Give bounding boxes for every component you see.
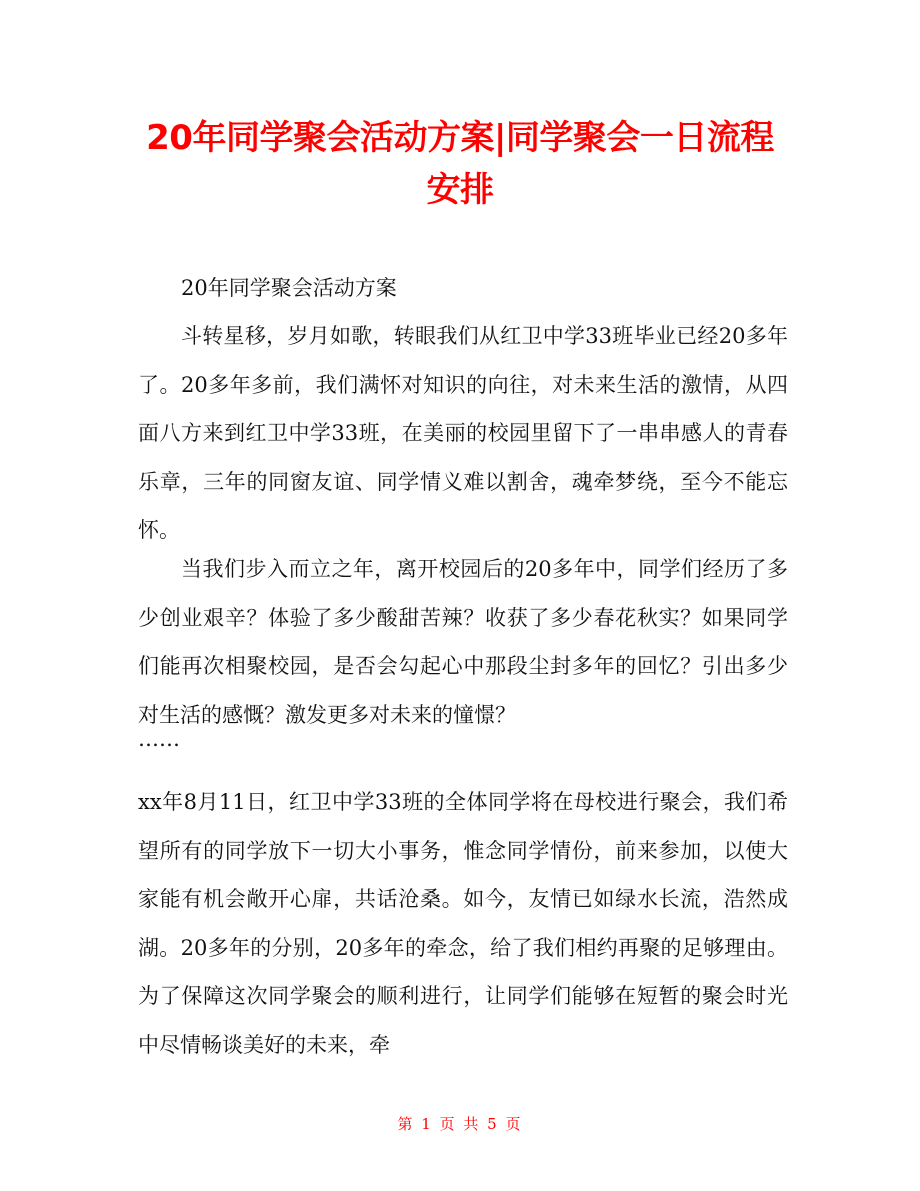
- paragraph-2: 当我们步入而立之年，离开校园后的20多年中，同学们经历了多少创业艰辛？体验了多少酸甜苦辣？收获了多少春花秋实？如果同学们能再次相聚校园，是否会勾起心中那段尘封多年的回忆？引出多少对生活的感慨？激发更多对未来的憧憬？: [138, 557, 788, 727]
- ellipsis: ……: [138, 727, 180, 751]
- document-title: 20年同学聚会活动方案|同学聚会一日流程安排: [146, 118, 774, 210]
- paragraph-1: 斗转星移，岁月如歌，转眼我们从红卫中学33班毕业已经20多年了。20多年多前，我们满怀对知识的向往，对未来生活的激情，从四面八方来到红卫中学33班，在美丽的校园里留下了一串串感人的青春乐章，三年的同窗友谊、同学情义难以割舍，魂牵梦绕，至今不能忘怀。: [138, 324, 788, 542]
- section-heading: 20年同学聚会活动方案: [181, 276, 397, 300]
- page-footer: 第 1 页 共 5 页: [397, 1115, 523, 1133]
- paragraph-3: xx年8月11日，红卫中学33班的全体同学将在母校进行聚会，我们希望所有的同学放下一切大小事务，惟念同学情份，前来参加，以使大家能有机会敞开心扉，共话沧桑。如今，友情已如绿水长流，浩然成湖。20多年的分别，20多年的牵念，给了我们相约再聚的足够理由。为了保障这次同学聚会的顺利进行，让同学们能够在短暂的聚会时光中尽情畅谈美好的未来，牵: [138, 790, 788, 1057]
